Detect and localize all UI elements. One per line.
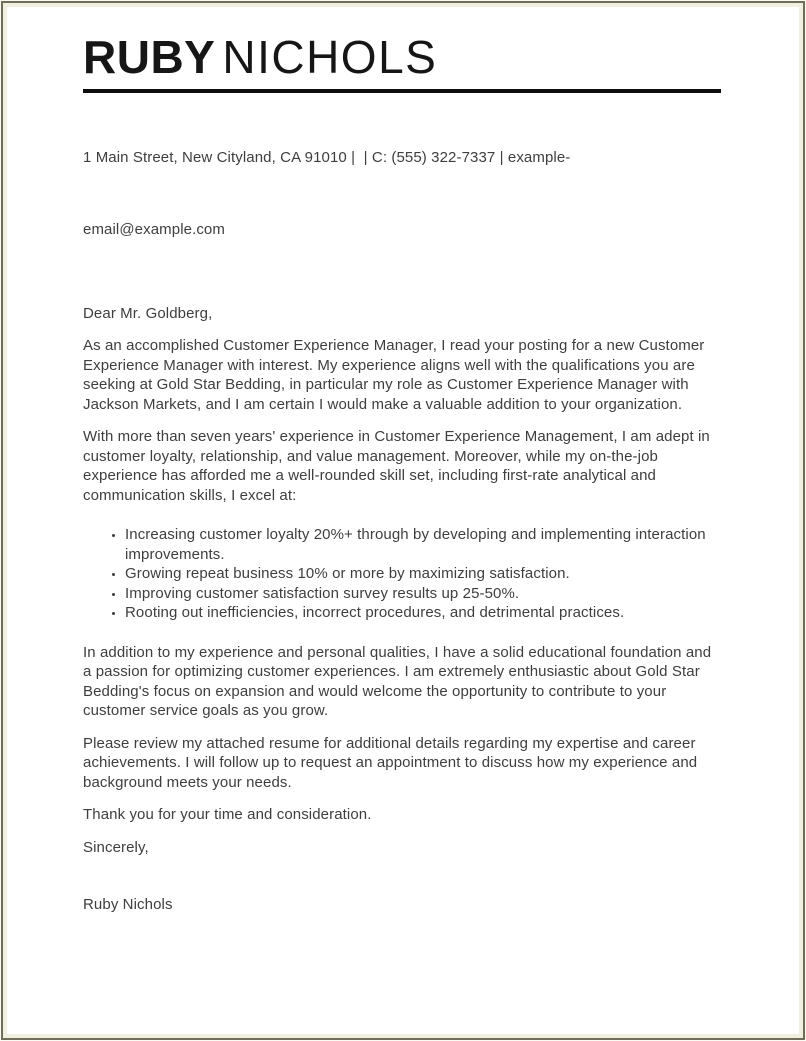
closing-paragraphs: [83, 643, 721, 825]
achievement-list: [83, 525, 721, 623]
document-page: [7, 7, 799, 1034]
achievement-item: • Improving customer satisfaction survey results up 25-50%.: [125, 584, 721, 604]
letter-paragraph: Please review my attached resume for additional details regarding my expertise and career achievements. I will follow up to request an appointment to discuss how my experience and background meets your needs.: [83, 734, 698, 791]
contact-info: [83, 98, 721, 290]
letter-paragraph: As an accomplished Customer Experience Manager, I read your posting for a new Customer Experience Manager with interest. My experience aligns well with the qualifications you are seeking at Gold Star Bedding, in particular my role as Customer Experience Manager with Jackson Markets, and I am certain I would make a valuable addition to your organization.: [83, 337, 705, 413]
candidate-name: [83, 31, 721, 83]
signature-name: Ruby Nichols: [83, 896, 173, 914]
valediction: Sincerely,: [83, 838, 149, 856]
candidate-last-name: NICHOLS: [222, 31, 438, 83]
letter-paragraph: Thank you for your time and consideration.: [83, 806, 372, 824]
achievement-item: • Rooting out inefficiencies, incorrect procedures, and detrimental practices.: [125, 603, 721, 623]
salutation: Dear Mr. Goldberg,: [83, 304, 213, 322]
achievement-item: • Increasing customer loyalty 20%+ through by developing and implementing interaction improvements.: [125, 525, 721, 564]
letterhead: [83, 31, 721, 290]
contact-line-1: 1 Main Street, New Cityland, CA 91010 | | C: (555) 322-7337 | example-: [83, 148, 571, 166]
achievement-item: • Growing repeat business 10% or more by maximizing satisfaction.: [125, 564, 721, 584]
page-frame-border: [1, 1, 805, 1040]
candidate-first-name: RUBY: [83, 31, 216, 83]
letter-body: [83, 304, 721, 915]
contact-line-2: email@example.com: [83, 220, 225, 238]
letter-paragraph: In addition to my experience and personal qualities, I have a solid educational foundation and a passion for optimizing customer experiences. I am extremely enthusiastic about Gold Star Bedding's focus on expansion and would welcome the opportunity to contribute to your customer service goals as you grow.: [83, 643, 712, 720]
intro-paragraphs: [83, 336, 721, 505]
letter-paragraph: With more than seven years' experience in Customer Experience Management, I am adept in customer loyalty, relationship, and value management. Moreover, while my on-the-job experience has afforded me a well-rounded skill set, including first-rate analytical and communication skills, I excel at:: [83, 428, 710, 504]
header-rule: [83, 89, 721, 93]
